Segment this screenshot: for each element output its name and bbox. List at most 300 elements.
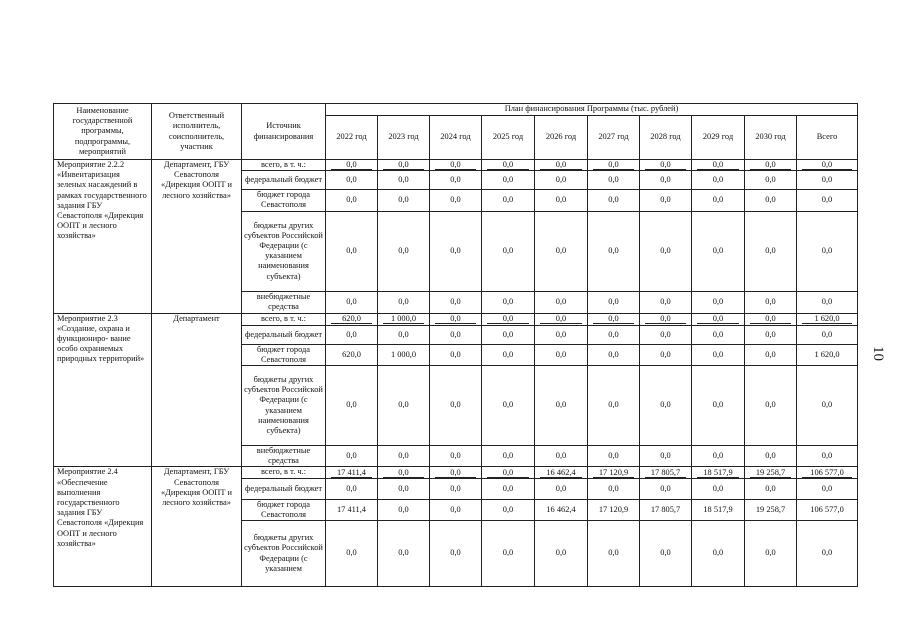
header-responsible: Ответственный исполнитель, соисполнитель, участник — [152, 104, 242, 160]
value-text: 0,0 — [593, 160, 634, 170]
value-cell — [745, 190, 797, 211]
value-text: 0,0 — [331, 160, 372, 170]
value-cell — [692, 344, 745, 365]
funding-source-cell: федеральный бюджет — [242, 478, 326, 499]
value-cell — [326, 171, 378, 190]
value-text: 0,0 — [697, 314, 739, 324]
value-cell — [326, 211, 378, 291]
value-cell — [326, 467, 378, 478]
value-text: 0,0 — [608, 451, 619, 461]
value-text: 0,0 — [765, 483, 776, 493]
header-year-9: Всего — [797, 116, 858, 160]
value-cell — [797, 446, 858, 467]
header-year-2: 2024 год — [430, 116, 482, 160]
value-cell — [692, 446, 745, 467]
value-text: 106 577,0 — [810, 504, 844, 514]
value-text: 0,0 — [821, 246, 833, 255]
value-text: 0,0 — [608, 548, 619, 558]
value-cell — [535, 291, 588, 313]
value-cell — [535, 313, 588, 325]
value-text: 0,0 — [502, 483, 514, 493]
value-text: 0,0 — [555, 329, 567, 339]
value-cell — [482, 171, 535, 190]
value-text: 0,0 — [398, 195, 409, 205]
value-cell — [482, 313, 535, 325]
value-text: 0,0 — [502, 175, 514, 185]
value-cell — [588, 211, 640, 291]
value-cell — [588, 446, 640, 467]
value-text: 17 120,9 — [593, 468, 634, 478]
value-text: 0,0 — [608, 349, 619, 359]
value-text: 16 462,4 — [546, 504, 576, 514]
program-name-cell: Мероприятие 2.4 «Обеспечение выполнения государственного задания ГБУ Севастополя «Дирекция ООПТ и лесного хозяйства» — [54, 467, 152, 587]
value-cell — [588, 291, 640, 313]
value-cell — [378, 325, 430, 344]
value-text: 0,0 — [398, 451, 409, 461]
value-text: 0,0 — [712, 349, 724, 359]
value-text: 0,0 — [450, 349, 461, 359]
value-cell — [378, 521, 430, 587]
value-cell — [482, 467, 535, 478]
value-cell — [745, 325, 797, 344]
value-text: 0,0 — [712, 548, 724, 558]
value-cell — [326, 499, 378, 520]
value-text: 0,0 — [450, 175, 461, 185]
value-text: 0,0 — [821, 451, 833, 461]
value-cell — [588, 467, 640, 478]
value-cell — [640, 366, 692, 446]
value-text: 0,0 — [593, 314, 634, 324]
value-cell — [535, 467, 588, 478]
value-cell — [797, 521, 858, 587]
value-cell — [378, 171, 430, 190]
value-cell — [692, 366, 745, 446]
value-text: 0,0 — [487, 314, 529, 324]
value-cell — [430, 325, 482, 344]
value-text: 0,0 — [765, 175, 776, 185]
value-text: 0,0 — [608, 246, 619, 255]
value-text: 0,0 — [821, 297, 833, 306]
funding-source-cell: бюджеты других субъектов Российской Федерации (с указанием — [242, 521, 326, 587]
value-cell — [430, 211, 482, 291]
value-text: 0,0 — [608, 297, 619, 306]
value-cell — [745, 291, 797, 313]
value-text: 1 000,0 — [383, 314, 424, 324]
funding-source-cell: всего, в т. ч.: — [242, 467, 326, 478]
value-cell — [535, 325, 588, 344]
value-cell — [745, 467, 797, 478]
value-text: 0,0 — [450, 246, 461, 255]
value-cell — [430, 499, 482, 520]
value-cell — [378, 467, 430, 478]
value-cell — [692, 160, 745, 171]
value-text: 0,0 — [821, 400, 833, 410]
value-text: 0,0 — [750, 314, 791, 324]
value-cell — [430, 190, 482, 211]
value-cell — [378, 499, 430, 520]
value-cell — [326, 190, 378, 211]
responsible-cell: Департамент, ГБУ Севастополя «Дирекция ООПТ и лесного хозяйства» — [152, 160, 242, 314]
value-text: 0,0 — [555, 451, 567, 461]
value-cell — [430, 171, 482, 190]
value-cell — [482, 190, 535, 211]
header-year-6: 2028 год — [640, 116, 692, 160]
value-text: 0,0 — [660, 195, 671, 205]
value-cell — [482, 325, 535, 344]
value-cell — [482, 344, 535, 365]
value-cell — [482, 211, 535, 291]
value-cell — [482, 521, 535, 587]
value-text: 0,0 — [660, 483, 671, 493]
value-text: 0,0 — [750, 160, 791, 170]
value-text: 0,0 — [608, 400, 619, 410]
value-cell — [692, 478, 745, 499]
value-cell — [378, 366, 430, 446]
value-text: 0,0 — [821, 548, 833, 558]
funding-source-cell: бюджеты других субъектов Российской Федерации (с указанием наименования субъекта) — [242, 211, 326, 291]
value-cell — [378, 160, 430, 171]
value-cell — [482, 291, 535, 313]
value-text: 106 577,0 — [802, 468, 852, 478]
value-text: 0,0 — [608, 483, 619, 493]
value-cell — [692, 211, 745, 291]
value-cell — [535, 521, 588, 587]
value-text: 0,0 — [555, 195, 567, 205]
value-cell — [640, 478, 692, 499]
value-text: 0,0 — [660, 246, 671, 255]
value-text: 0,0 — [502, 504, 514, 514]
value-cell — [430, 446, 482, 467]
value-text: 0,0 — [765, 297, 776, 306]
value-text: 1 620,0 — [802, 314, 852, 324]
header-year-1: 2023 год — [378, 116, 430, 160]
value-cell — [640, 313, 692, 325]
value-cell — [535, 366, 588, 446]
page-number: 10 — [870, 346, 886, 361]
value-cell — [482, 478, 535, 499]
header-year-7: 2029 год — [692, 116, 745, 160]
responsible-cell: Департамент, ГБУ Севастополя «Дирекция ООПТ и лесного хозяйства» — [152, 467, 242, 587]
value-cell — [797, 366, 858, 446]
value-cell — [588, 478, 640, 499]
value-cell — [745, 160, 797, 171]
value-cell — [378, 344, 430, 365]
value-text: 0,0 — [555, 483, 567, 493]
funding-source-cell: всего, в т. ч.: — [242, 160, 326, 171]
value-text: 0,0 — [712, 483, 724, 493]
value-text: 19 258,7 — [755, 504, 786, 514]
value-text: 0,0 — [502, 349, 514, 359]
value-cell — [588, 325, 640, 344]
value-cell — [797, 190, 858, 211]
value-text: 0,0 — [802, 160, 852, 170]
value-cell — [430, 313, 482, 325]
value-cell — [430, 366, 482, 446]
value-text: 0,0 — [450, 329, 461, 339]
value-cell — [430, 467, 482, 478]
value-cell — [326, 478, 378, 499]
value-text: 0,0 — [540, 160, 582, 170]
responsible-cell: Департамент — [152, 313, 242, 467]
value-text: 0,0 — [450, 548, 461, 558]
value-text: 0,0 — [346, 297, 357, 306]
value-text: 0,0 — [697, 160, 739, 170]
value-cell — [378, 211, 430, 291]
table-row — [54, 467, 858, 478]
value-text: 0,0 — [346, 400, 357, 410]
value-cell — [745, 446, 797, 467]
value-text: 0,0 — [346, 329, 357, 339]
value-cell — [430, 521, 482, 587]
value-cell — [797, 291, 858, 313]
value-text: 0,0 — [712, 400, 724, 410]
value-cell — [692, 499, 745, 520]
value-text: 0,0 — [712, 175, 724, 185]
value-cell — [430, 160, 482, 171]
header-plan-title: План финансирования Программы (тыс. рублей) — [326, 104, 858, 116]
value-cell — [482, 446, 535, 467]
header-year-3: 2025 год — [482, 116, 535, 160]
value-cell — [692, 313, 745, 325]
value-cell — [588, 521, 640, 587]
funding-source-cell: всего, в т. ч.: — [242, 313, 326, 325]
table-row — [54, 313, 858, 325]
value-text: 0,0 — [346, 548, 357, 558]
value-cell — [745, 344, 797, 365]
value-text: 0,0 — [712, 246, 724, 255]
value-cell — [797, 467, 858, 478]
value-text: 0,0 — [346, 483, 357, 493]
value-text: 0,0 — [502, 195, 514, 205]
value-cell — [640, 499, 692, 520]
value-text: 0,0 — [346, 246, 357, 255]
value-cell — [326, 313, 378, 325]
value-cell — [640, 467, 692, 478]
value-text: 0,0 — [450, 451, 461, 461]
value-text: 0,0 — [765, 349, 776, 359]
value-text: 0,0 — [435, 468, 476, 478]
header-program-name: Наименование государственной программы, подпрограммы, мероприятий — [54, 104, 152, 160]
value-text: 0,0 — [821, 175, 833, 185]
value-text: 0,0 — [555, 400, 567, 410]
value-cell — [797, 325, 858, 344]
value-cell — [692, 291, 745, 313]
value-cell — [745, 313, 797, 325]
value-cell — [482, 499, 535, 520]
funding-source-cell: федеральный бюджет — [242, 325, 326, 344]
value-cell — [326, 344, 378, 365]
value-cell — [797, 478, 858, 499]
value-text: 0,0 — [765, 329, 776, 339]
value-text: 0,0 — [383, 160, 424, 170]
funding-source-cell: бюджет города Севастополя — [242, 499, 326, 520]
value-text: 0,0 — [645, 160, 686, 170]
value-text: 0,0 — [555, 349, 567, 359]
value-cell — [797, 211, 858, 291]
value-cell — [535, 171, 588, 190]
value-text: 0,0 — [540, 314, 582, 324]
value-text: 0,0 — [645, 314, 686, 324]
value-text: 0,0 — [712, 451, 724, 461]
header-year-4: 2026 год — [535, 116, 588, 160]
value-cell — [326, 446, 378, 467]
value-cell — [640, 446, 692, 467]
value-cell — [326, 160, 378, 171]
value-text: 0,0 — [502, 246, 514, 255]
value-text: 0,0 — [821, 483, 833, 493]
value-text: 16 462,4 — [540, 468, 582, 478]
value-cell — [745, 499, 797, 520]
value-cell — [745, 366, 797, 446]
value-text: 0,0 — [502, 297, 514, 306]
value-cell — [326, 521, 378, 587]
value-text: 0,0 — [660, 329, 671, 339]
value-cell — [640, 190, 692, 211]
value-cell — [692, 325, 745, 344]
value-cell — [378, 446, 430, 467]
value-text: 0,0 — [435, 314, 476, 324]
value-text: 0,0 — [821, 195, 833, 205]
value-text: 0,0 — [660, 349, 671, 359]
value-cell — [797, 499, 858, 520]
value-text: 18 517,9 — [697, 468, 739, 478]
value-cell — [482, 160, 535, 171]
value-text: 17 805,7 — [645, 468, 686, 478]
value-cell — [326, 325, 378, 344]
value-text: 0,0 — [487, 468, 529, 478]
value-text: 620,0 — [342, 349, 361, 359]
value-cell — [745, 171, 797, 190]
table-row — [54, 160, 858, 171]
value-text: 0,0 — [398, 329, 409, 339]
value-cell — [535, 160, 588, 171]
value-text: 1 000,0 — [390, 349, 417, 359]
funding-source-cell: внебюджетные средства — [242, 291, 326, 313]
value-text: 0,0 — [660, 175, 671, 185]
value-text: 0,0 — [555, 175, 567, 185]
value-cell — [378, 190, 430, 211]
value-text: 0,0 — [765, 400, 776, 410]
value-text: 0,0 — [660, 400, 671, 410]
value-text: 0,0 — [487, 160, 529, 170]
value-text: 0,0 — [765, 195, 776, 205]
value-text: 0,0 — [765, 548, 776, 558]
value-text: 0,0 — [608, 175, 619, 185]
value-text: 0,0 — [346, 451, 357, 461]
value-text: 0,0 — [660, 548, 671, 558]
program-name-cell: Мероприятие 2.2.2 «Инвентаризация зеленых насаждений в рамках государственного задания ГБУ Севастополя «Дирекция ООПТ и лесного хозяйства» — [54, 160, 152, 314]
value-cell — [640, 211, 692, 291]
value-cell — [797, 171, 858, 190]
value-cell — [745, 211, 797, 291]
value-text: 0,0 — [398, 400, 409, 410]
value-text: 17 411,4 — [336, 504, 366, 514]
value-text: 0,0 — [821, 329, 833, 339]
value-cell — [745, 521, 797, 587]
value-text: 0,0 — [555, 246, 567, 255]
value-text: 0,0 — [502, 400, 514, 410]
value-text: 0,0 — [383, 468, 424, 478]
value-text: 0,0 — [712, 329, 724, 339]
value-text: 0,0 — [712, 297, 724, 306]
value-cell — [535, 446, 588, 467]
value-cell — [535, 190, 588, 211]
value-text: 0,0 — [765, 246, 776, 255]
value-cell — [430, 344, 482, 365]
value-text: 0,0 — [450, 504, 461, 514]
value-cell — [535, 499, 588, 520]
funding-source-cell: бюджет города Севастополя — [242, 344, 326, 365]
value-cell — [326, 366, 378, 446]
value-text: 0,0 — [555, 297, 567, 306]
value-text: 17 120,9 — [598, 504, 629, 514]
value-text: 0,0 — [435, 160, 476, 170]
value-text: 620,0 — [331, 314, 372, 324]
value-cell — [430, 478, 482, 499]
value-cell — [535, 478, 588, 499]
value-text: 0,0 — [398, 297, 409, 306]
value-text: 0,0 — [502, 548, 514, 558]
value-cell — [378, 291, 430, 313]
value-cell — [640, 325, 692, 344]
value-cell — [640, 160, 692, 171]
value-cell — [797, 313, 858, 325]
header-year-5: 2027 год — [588, 116, 640, 160]
value-cell — [692, 190, 745, 211]
value-text: 0,0 — [450, 400, 461, 410]
value-cell — [378, 313, 430, 325]
value-cell — [640, 171, 692, 190]
value-cell — [588, 171, 640, 190]
value-text: 0,0 — [398, 246, 409, 255]
value-text: 0,0 — [398, 175, 409, 185]
value-cell — [588, 366, 640, 446]
value-text: 19 258,7 — [750, 468, 791, 478]
value-cell — [378, 478, 430, 499]
value-text: 0,0 — [608, 195, 619, 205]
value-cell — [692, 467, 745, 478]
value-text: 0,0 — [608, 329, 619, 339]
value-text: 0,0 — [450, 195, 461, 205]
value-text: 0,0 — [502, 329, 514, 339]
value-cell — [797, 344, 858, 365]
value-text: 0,0 — [398, 504, 409, 514]
value-text: 17 411,4 — [331, 468, 372, 478]
value-text: 0,0 — [502, 451, 514, 461]
value-text: 18 517,9 — [703, 504, 733, 514]
value-cell — [745, 478, 797, 499]
value-cell — [640, 521, 692, 587]
value-text: 0,0 — [398, 548, 409, 558]
value-cell — [797, 160, 858, 171]
value-cell — [692, 521, 745, 587]
value-text: 0,0 — [346, 175, 357, 185]
value-cell — [326, 291, 378, 313]
value-cell — [430, 291, 482, 313]
value-cell — [640, 344, 692, 365]
header-funding-source: Источник финансирования — [242, 104, 326, 160]
value-cell — [588, 499, 640, 520]
value-text: 0,0 — [555, 548, 567, 558]
value-text: 1 620,0 — [814, 349, 840, 359]
value-text: 0,0 — [660, 451, 671, 461]
header-year-0: 2022 год — [326, 116, 378, 160]
value-text: 0,0 — [450, 297, 461, 306]
value-cell — [535, 344, 588, 365]
value-cell — [692, 171, 745, 190]
value-cell — [535, 211, 588, 291]
value-text: 0,0 — [660, 297, 671, 306]
